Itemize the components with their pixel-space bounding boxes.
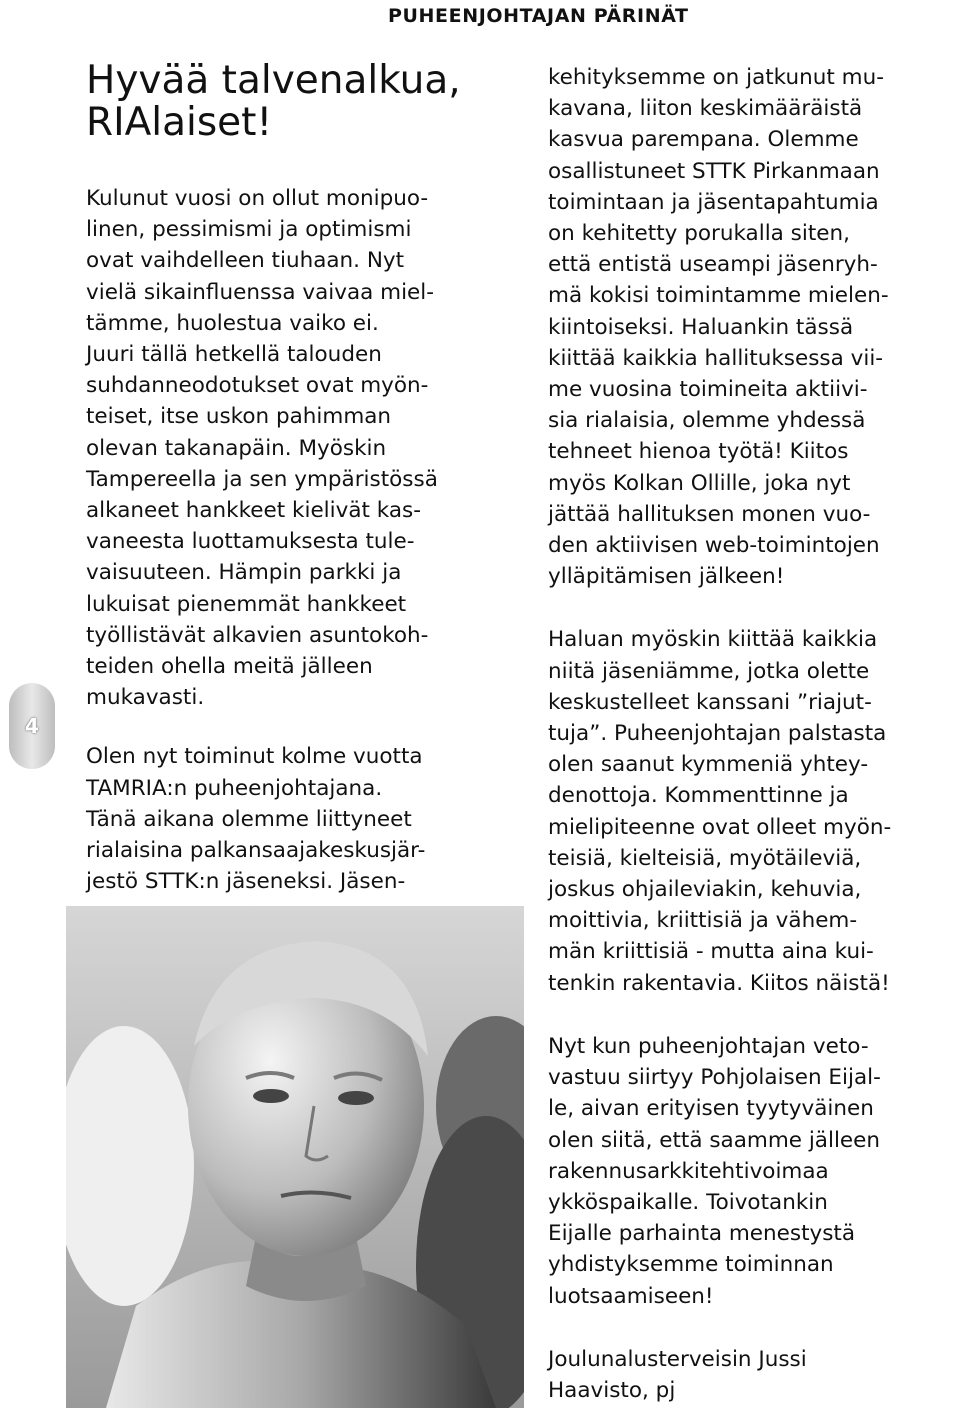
text-line: Tampereella ja sen ympäristössä bbox=[86, 466, 438, 492]
text-line: Olen nyt toiminut kolme vuotta bbox=[86, 744, 423, 770]
text-line: niitä jäseniämme, jotka olette bbox=[548, 658, 870, 684]
text-line: me vuosina toimineita aktiivi- bbox=[548, 377, 868, 403]
text-line: linen, pessimismi ja optimismi bbox=[86, 217, 412, 243]
text-line: le, aivan erityisen tyytyväinen bbox=[548, 1096, 874, 1122]
text-line: osallistuneet STTK Pirkanmaan bbox=[548, 158, 880, 184]
text-line: vaneesta luottamuksesta tule- bbox=[86, 529, 415, 555]
section-header: PUHEENJOHTAJAN PÄRINÄT bbox=[388, 5, 689, 27]
text-line: moittivia, kriittisiä ja vähem- bbox=[548, 908, 858, 934]
text-line: että entistä useampi jäsenryh- bbox=[548, 252, 878, 278]
text-line: ylläpitämisen jälkeen! bbox=[548, 564, 785, 590]
signature bbox=[548, 1344, 960, 1406]
text-line: olen saanut kymmeniä yhtey- bbox=[548, 752, 869, 778]
text-line: sia rialaisia, olemme yhdessä bbox=[548, 408, 866, 434]
text-line: män kriittisiä - mutta aina kui- bbox=[548, 939, 874, 965]
text-line: työllistävät alkavien asuntokoh- bbox=[86, 622, 429, 648]
headline-line: RIAlaiset! bbox=[86, 100, 273, 145]
text-line: keskustelleet kanssani ”riajut- bbox=[548, 689, 872, 715]
text-line: Eijalle parhainta menestystä bbox=[548, 1221, 856, 1247]
text-line: lukuisat pienemmät hankkeet bbox=[86, 591, 407, 617]
text-line: Haavisto, pj bbox=[548, 1377, 676, 1403]
left-column bbox=[86, 183, 506, 897]
headline-line: Hyvää talvenalkua, bbox=[86, 58, 461, 103]
text-line: ykköspaikalle. Toivotankin bbox=[548, 1189, 828, 1215]
paragraph-tenure bbox=[86, 741, 506, 897]
text-line: Nyt kun puheenjohtajan veto- bbox=[548, 1033, 869, 1059]
paragraph-successor bbox=[548, 1031, 960, 1312]
text-line: mukavasti. bbox=[86, 685, 205, 711]
text-line: TAMRIA:n puheenjohtajana. bbox=[86, 775, 383, 801]
text-line: mä kokisi toimintamme mielen- bbox=[548, 283, 889, 309]
text-line: joskus ohjaileviakin, kehuvia, bbox=[548, 877, 862, 903]
text-line: myös Kolkan Ollille, joka nyt bbox=[548, 470, 851, 496]
text-line: kavana, liiton keskimääräistä bbox=[548, 96, 863, 122]
text-line: suhdanneodotukset ovat myön- bbox=[86, 373, 429, 399]
text-line: vielä sikainfluenssa vaivaa miel- bbox=[86, 279, 435, 305]
text-line: kehityksemme on jatkunut mu- bbox=[548, 65, 884, 90]
text-line: jättää hallituksen monen vuo- bbox=[548, 501, 871, 527]
text-line: tenkin rakentavia. Kiitos näistä! bbox=[548, 970, 890, 996]
text-line: mielipiteenne ovat olleet myön- bbox=[548, 814, 892, 840]
text-line: tämme, huolestua vaiko ei. bbox=[86, 310, 379, 336]
text-line: kasvua parempana. Olemme bbox=[548, 127, 859, 153]
text-line: olevan takanapäin. Myöskin bbox=[86, 435, 387, 461]
text-line: jestö STTK:n jäseneksi. Jäsen- bbox=[86, 869, 406, 895]
paragraph-membership bbox=[548, 62, 960, 592]
text-line: tuja”. Puheenjohtajan palstasta bbox=[548, 721, 887, 747]
text-line: kiittää kaikkia hallituksessa vii- bbox=[548, 345, 884, 371]
article-headline bbox=[86, 60, 506, 144]
text-line: vastuu siirtyy Pohjolaisen Eijal- bbox=[548, 1065, 881, 1091]
text-line: rialaisina palkansaajakeskusjär- bbox=[86, 838, 426, 864]
author-portrait-image bbox=[66, 906, 524, 1408]
text-line: alkaneet hankkeet kielivät kas- bbox=[86, 498, 421, 524]
text-line: toimintaan ja jäsentapahtumia bbox=[548, 189, 879, 215]
text-line: Haluan myöskin kiittää kaikkia bbox=[548, 627, 878, 653]
paragraph-thanks-members bbox=[548, 624, 960, 998]
text-line: olen siitä, että saamme jälleen bbox=[548, 1127, 881, 1153]
text-line: Juuri tällä hetkellä talouden bbox=[86, 342, 382, 368]
text-line: ovat vaihdelleen tiuhaan. Nyt bbox=[86, 248, 405, 274]
author-photo bbox=[66, 906, 524, 1408]
text-line: vaisuuteen. Hämpin parkki ja bbox=[86, 560, 402, 586]
text-line: teiset, itse uskon pahimman bbox=[86, 404, 392, 430]
text-line: kiintoiseksi. Haluankin tässä bbox=[548, 314, 854, 340]
text-line: Tänä aikana olemme liittyneet bbox=[86, 806, 412, 832]
text-line: rakennusarkkitehtivoimaa bbox=[548, 1158, 829, 1184]
text-line: tehneet hienoa työtä! Kiitos bbox=[548, 439, 849, 465]
text-line: teiden ohella meitä jälleen bbox=[86, 654, 373, 680]
text-line: yhdistyksemme toiminnan bbox=[548, 1252, 834, 1278]
text-line: on kehitetty porukalla siten, bbox=[548, 221, 850, 247]
right-column bbox=[548, 62, 960, 1406]
paragraph-intro bbox=[86, 183, 506, 713]
text-line: Joulunalusterveisin Jussi bbox=[548, 1346, 807, 1372]
text-line: den aktiivisen web-toimintojen bbox=[548, 533, 880, 559]
page-number-badge bbox=[9, 683, 55, 769]
text-line: teisiä, kielteisiä, myötäileviä, bbox=[548, 845, 862, 871]
text-line: Kulunut vuosi on ollut monipuo- bbox=[86, 186, 429, 211]
page-number: 4 bbox=[25, 714, 39, 738]
text-line: denottoja. Kommenttinne ja bbox=[548, 783, 849, 809]
text-line: luotsaamiseen! bbox=[548, 1283, 714, 1309]
